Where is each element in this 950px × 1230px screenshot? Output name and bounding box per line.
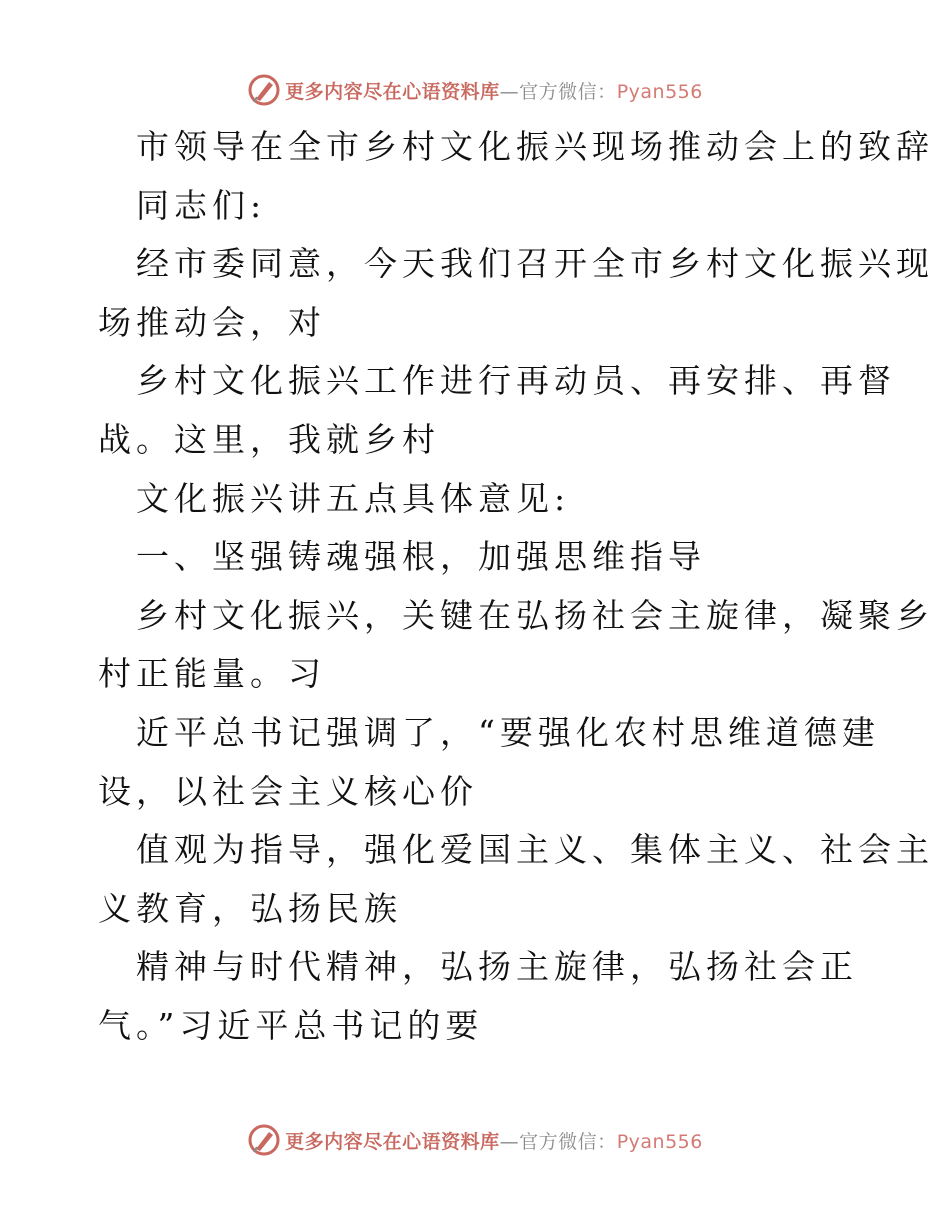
paragraph-line: 战。这里，我就乡村	[98, 419, 440, 459]
watermark-account: 官方微信：	[519, 1130, 617, 1153]
document-title: 市领导在全市乡村文化振兴现场推动会上的致辞	[136, 127, 934, 166]
paragraph-line: 村正能量。习	[98, 654, 326, 694]
paragraph-line: 场推动会，对	[98, 302, 326, 342]
watermark-id: Pyan556	[616, 1130, 703, 1153]
quill-logo-icon	[247, 73, 281, 107]
salutation: 同志们:	[136, 185, 267, 225]
watermark-id: Pyan556	[616, 80, 703, 103]
section-heading: 一、坚强铸魂强根，加强思维指导	[136, 537, 706, 577]
footer-watermark	[0, 1120, 950, 1160]
paragraph-line: 乡村文化振兴，关键在弘扬社会主旋律，凝聚乡	[136, 595, 934, 635]
paragraph-line: 气。”习近平总书记的要	[98, 1005, 484, 1045]
paragraph-line: 乡村文化振兴工作进行再动员、再安排、再督	[136, 361, 896, 401]
document-body	[98, 118, 934, 1056]
paragraph-line: 精神与时代精神，弘扬主旋律，弘扬社会正	[136, 947, 858, 987]
paragraph-line: 义教育，弘扬民族	[98, 888, 402, 928]
quill-logo-icon	[247, 1123, 281, 1157]
paragraph-line: 值观为指导，强化爱国主义、集体主义、社会主	[136, 830, 934, 870]
watermark-separator: —	[499, 80, 520, 103]
watermark-main: 更多内容尽在心语资料库	[285, 80, 500, 103]
watermark-account: 官方微信：	[519, 80, 617, 103]
paragraph-line: 文化振兴讲五点具体意见:	[136, 478, 571, 518]
paragraph-line: 近平总书记强调了，“要强化农村思维道德建	[136, 712, 880, 752]
watermark-main: 更多内容尽在心语资料库	[285, 1130, 500, 1153]
paragraph-line: 设，以社会主义核心价	[98, 771, 478, 811]
header-watermark	[0, 70, 950, 110]
watermark-separator: —	[499, 1130, 520, 1153]
paragraph-line: 经市委同意，今天我们召开全市乡村文化振兴现	[136, 244, 934, 284]
